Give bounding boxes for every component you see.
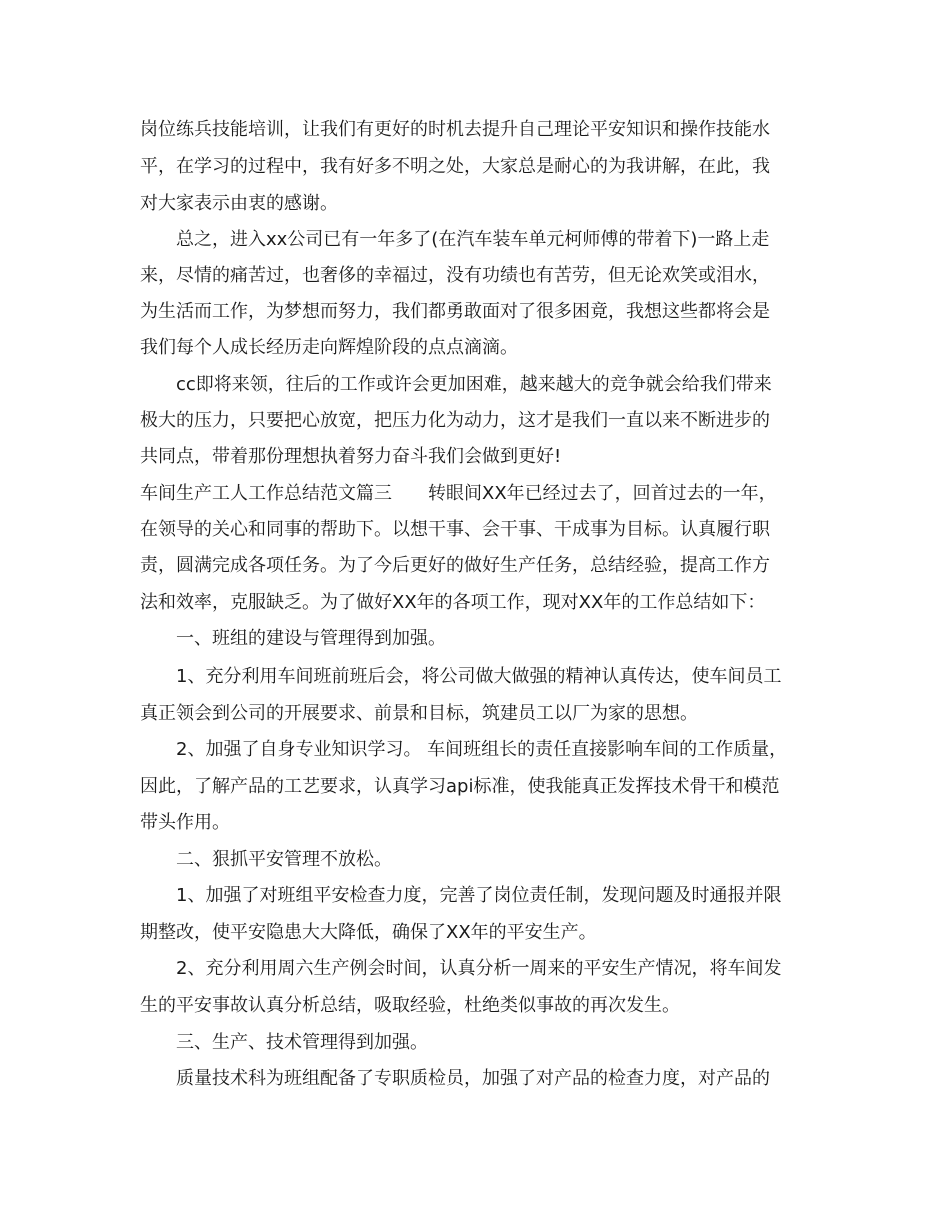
text-line: 共同点，带着那份理想执着努力奋斗我们会做到更好! <box>140 446 562 467</box>
text-line: 因此，了解产品的工艺要求，认真学习api标准，使我能真正发挥技术骨干和模范 <box>140 776 780 797</box>
text-line: 车间生产工人工作总结范文篇三 转眼间XX年已经过去了，回首过去的一年， <box>140 483 777 504</box>
text-line: 质量技术科为班组配备了专职质检员，加强了对产品的检查力度，对产品的 <box>176 1068 770 1089</box>
text-line: 一、班组的建设与管理得到加强。 <box>176 628 446 649</box>
text-line: 极大的压力，只要把心放宽，把压力化为动力，这才是我们一直以来不断进步的 <box>140 410 770 431</box>
text-line: 在领导的关心和同事的帮助下。以想干事、会干事、干成事为目标。认真履行职 <box>140 519 770 540</box>
text-line: 期整改，使平安隐患大大降低，确保了XX年的平安生产。 <box>140 922 597 943</box>
text-line: 生的平安事故认真分析总结，吸取经验，杜绝类似事故的再次发生。 <box>140 995 680 1016</box>
text-line: 带头作用。 <box>140 812 230 833</box>
text-line: 2、加强了自身专业知识学习。 车间班组长的责任直接影响车间的工作质量， <box>176 739 788 760</box>
text-line: 2、充分利用周六生产例会时间，认真分析一周来的平安生产情况，将车间发 <box>176 958 782 979</box>
text-line: 总之，进入xx公司已有一年多了(在汽车装车单元柯师傅的带着下)一路上走 <box>176 229 770 250</box>
text-line: 岗位练兵技能培训，让我们有更好的时机去提升自己理论平安知识和操作技能水 <box>140 119 770 140</box>
text-line: 来，尽情的痛苦过，也奢侈的幸福过，没有功绩也有苦劳，但无论欢笑或泪水， <box>140 265 770 286</box>
text-line: 平，在学习的过程中，我有好多不明之处，大家总是耐心的为我讲解，在此，我 <box>140 156 770 177</box>
text-line: 1、充分利用车间班前班后会，将公司做大做强的精神认真传达，使车间员工 <box>176 666 782 687</box>
text-line: 为生活而工作，为梦想而努力，我们都勇敢面对了很多困竟，我想这些都将会是 <box>140 301 770 322</box>
text-line: 二、狠抓平安管理不放松。 <box>176 849 392 870</box>
text-line: 真正领会到公司的开展要求、前景和目标，筑建员工以厂为家的思想。 <box>140 703 698 724</box>
text-line: 责，圆满完成各项任务。为了今后更好的做好生产任务，总结经验，提高工作方 <box>140 555 770 576</box>
text-line: cc即将来领，往后的工作或许会更加困难，越来越大的竞争就会给我们带来 <box>176 374 772 395</box>
text-line: 我们每个人成长经历走向辉煌阶段的点点滴滴。 <box>140 337 518 358</box>
text-line: 三、生产、技术管理得到加强。 <box>176 1032 428 1053</box>
text-line: 法和效率，克服缺乏。为了做好XX年的各项工作，现对XX年的工作总结如下： <box>140 592 766 613</box>
text-line: 1、加强了对班组平安检查力度，完善了岗位责任制，发现问题及时通报并限 <box>176 885 782 906</box>
text-line: 对大家表示由衷的感谢。 <box>140 193 338 214</box>
